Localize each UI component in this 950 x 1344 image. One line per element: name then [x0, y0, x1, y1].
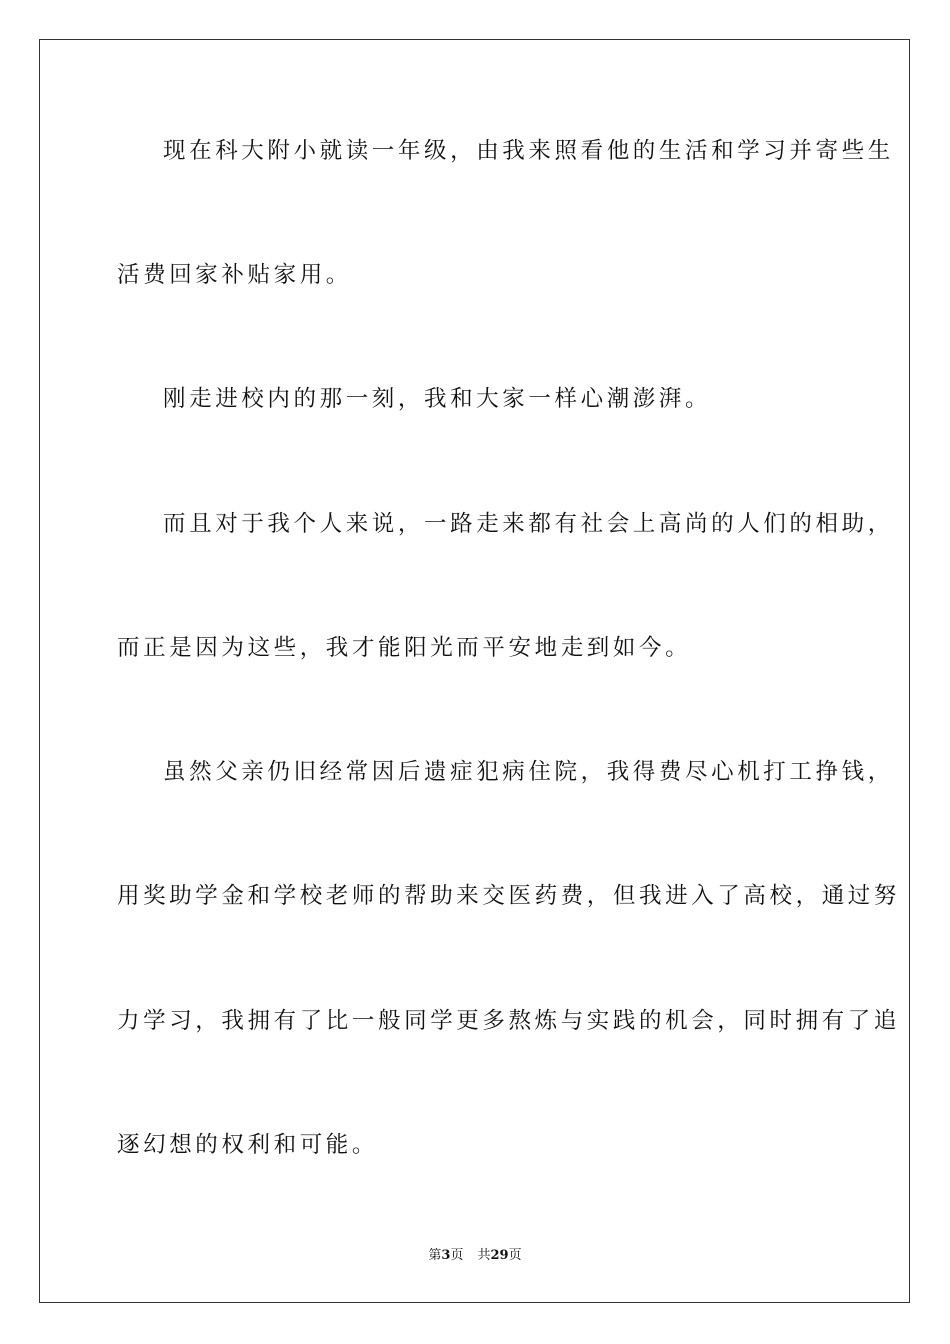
- paragraph-4-line-1: 虽然父亲仍旧经常因后遗症犯病住院，我得费尽心机打工挣钱，: [163, 759, 894, 785]
- page-prefix: 第: [428, 1248, 442, 1263]
- total-prefix: 共: [477, 1248, 491, 1263]
- page-number: 3: [441, 1248, 451, 1263]
- paragraph-1-line-1: 现在科大附小就读一年级，由我来照看他的生活和学习并寄些生: [163, 138, 894, 164]
- paragraph-3-line-2: 而正是因为这些，我才能阳光而平安地走到如今。: [117, 635, 692, 661]
- total-suffix: 页: [508, 1248, 522, 1263]
- paragraph-3-line-1: 而且对于我个人来说，一路走来都有社会上高尚的人们的相助，: [163, 511, 894, 537]
- paragraph-4-line-2: 用奖助学金和学校老师的帮助来交医药费，但我进入了高校，通过努: [117, 883, 901, 909]
- paragraph-1-line-2: 活费回家补贴家用。: [117, 262, 352, 288]
- page-footer: [0, 1247, 950, 1265]
- paragraph-4-line-3: 力学习，我拥有了比一般同学更多熬炼与实践的机会，同时拥有了追: [117, 1008, 901, 1034]
- page-border: [39, 39, 910, 1303]
- paragraph-2-line-1: 刚走进校内的那一刻，我和大家一样心潮澎湃。: [163, 386, 712, 412]
- total-pages: 29: [490, 1248, 509, 1263]
- paragraph-4-line-4: 逐幻想的权利和可能。: [117, 1132, 379, 1158]
- page-suffix: 页: [450, 1248, 464, 1263]
